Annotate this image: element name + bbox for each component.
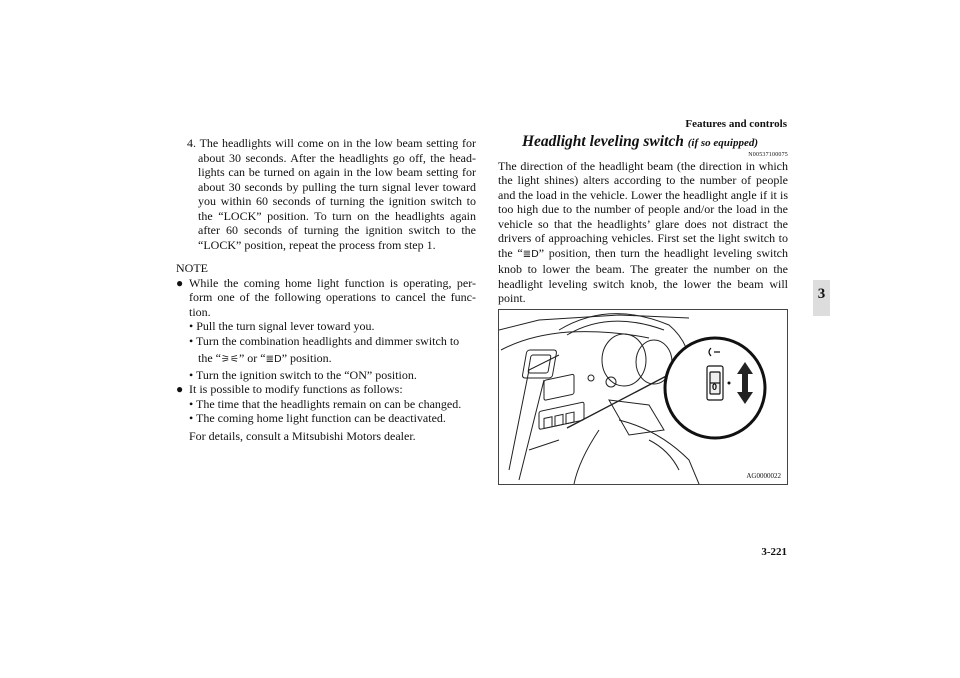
note-2-text: It is possible to modify functions as follows:: [189, 382, 403, 396]
note-1-text: While the coming home light function is operating, per- form one of the following operations to cancel the func- tion.: [189, 275, 476, 319]
dashboard-figure: [498, 309, 788, 485]
note-heading: NOTE: [176, 261, 208, 275]
headlight-icon: ≣D: [522, 248, 539, 260]
left-column: [176, 136, 476, 443]
right-column: [498, 135, 788, 335]
note-1-sub-2b: [189, 351, 476, 368]
note-1-sub-2: • Turn the combination headlights and dimmer switch to: [189, 333, 460, 348]
page-number: 3-221: [761, 546, 787, 558]
note-2-sub-1: • The time that the headlights remain on can be changed.: [189, 396, 462, 411]
section-title: [522, 135, 788, 151]
note-bullet-1: [176, 276, 476, 383]
note-2-sub-2: • The coming home light function can be deactivated.: [189, 411, 446, 425]
text-fragment: ” position, then turn the headlight leveling switch knob to lower the beam. The greater the number on the headlight leveling switch knob, the lower the beam will point.: [498, 245, 788, 305]
chapter-number: 3: [817, 286, 826, 302]
reference-code: N00537100075: [748, 151, 788, 158]
title-text: Headlight leveling switch: [522, 133, 684, 150]
bullet-icon: ●: [176, 382, 184, 396]
note-1-sub-1: • Pull the turn signal lever toward you.: [189, 319, 375, 333]
note-1-sub-3: • Turn the ignition switch to the “ON” position.: [189, 367, 417, 382]
step-4: 4. The headlights will come on in the low beam setting for about 30 seconds. After the headlights go off, the head- lights can be turned on again in the low beam setting for about 30 seconds by pulling the turn signal lever toward you within 60 seconds of turning the ignition switch to the “LOCK” position. To turn on the headlights again after 60 seconds of turning the ignition switch to the “LOCK” position, repeat the process from step 1.: [187, 136, 476, 252]
figure-code: AG0000022: [746, 472, 781, 480]
text-fragment: the “: [198, 351, 221, 365]
parking-light-icon: ⚞⚟: [221, 354, 239, 365]
text-fragment: ” position.: [281, 351, 332, 365]
running-header: Features and controls: [685, 118, 787, 130]
headlight-icon: ≣D: [265, 354, 282, 365]
note-bullet-2: [176, 382, 476, 443]
dashboard-illustration: [499, 310, 787, 484]
bullet-icon: ●: [176, 275, 184, 290]
dash-top-line: [499, 315, 689, 330]
note-2-sub-3: For details, consult a Mitsubishi Motors dealer.: [189, 428, 416, 443]
paragraph-1: [498, 159, 788, 306]
text-fragment: The direction of the headlight beam (the direction in which the light shines) alters according to the number of people and the load in the vehicle. Lower the headlight angle if it is too high due to the number of people and/or the load in the vehicle so that the headlights’ glare does not distract the drivers of approaching vehicles. First set the light switch to the “: [498, 158, 788, 260]
text-fragment: ” or “: [238, 351, 266, 365]
title-suffix: (if so equipped): [687, 137, 759, 149]
knob-value: 0: [712, 382, 718, 392]
